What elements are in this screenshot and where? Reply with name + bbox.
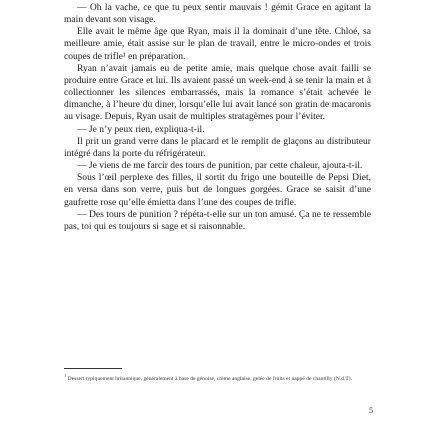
paragraph: Ryan n’avait jamais eu de petite amie, mais quelque chose avait failli se produire entre Grace et lui. Ils avaient passé un week-end à se tenir la main et à collectionner les silences embarrassés, mais la romance s’était achevée le dimanche, à l’heure du diner, lorsqu’elle lui avait lancé son gratin de macaronis au visage. Depuis, Ryan usait de multiples stratagèmes pour l’éviter. xyxy=(64,62,371,123)
paragraph: — Je n’y peux rien, expliqua-t-il. xyxy=(77,123,205,135)
paragraph: Elle avait le même âge que Ryan, mais il la dominait d’une tête. Chloé, sa meilleure amie, était assise sur le plan de travail, entre le micro-ondes et trois coupes de trifle¹ en préparation. xyxy=(64,26,371,62)
paragraph: — Oh la vache, ce que tu peux sentir mauvais ! gémit Grace en agitant la main devant son visage. xyxy=(64,2,371,26)
paragraph: — Des tours de punition ? répéta-t-elle sur un ton amusé. Ça ne te ressemble pas, toi qui es toujours si sage et si raisonnable. xyxy=(64,208,371,232)
paragraph: Il prit un grand verre dans le placard et le remplit de glaçons au distributeur intégré dans la porte du réfrigérateur. xyxy=(64,135,371,159)
footnote-divider xyxy=(64,368,122,369)
body-text xyxy=(64,2,371,233)
footnote xyxy=(64,372,371,383)
paragraph: Sous l’œil perplexe des filles, il sortit du frigo une bouteille de Pepsi Diet, en versa dans son verre, puis but de longues gorgées. Grace se saisit d’une gaufrette rose qu’elle émietta dans l’une des coupes de trifle. xyxy=(64,172,371,208)
paragraph: — Je viens de me farcir des tours de punition, par cette chaleur, ajouta-t-il. xyxy=(77,160,363,172)
footnote-mark: 1 xyxy=(64,373,67,378)
footnote-text: Dessert typiquement britannique, généralement à base de génoise, crème anglaise, gelée de fruits et nappé de chantilly (N.d.T). xyxy=(67,375,353,382)
page-number: 5 xyxy=(369,406,373,415)
